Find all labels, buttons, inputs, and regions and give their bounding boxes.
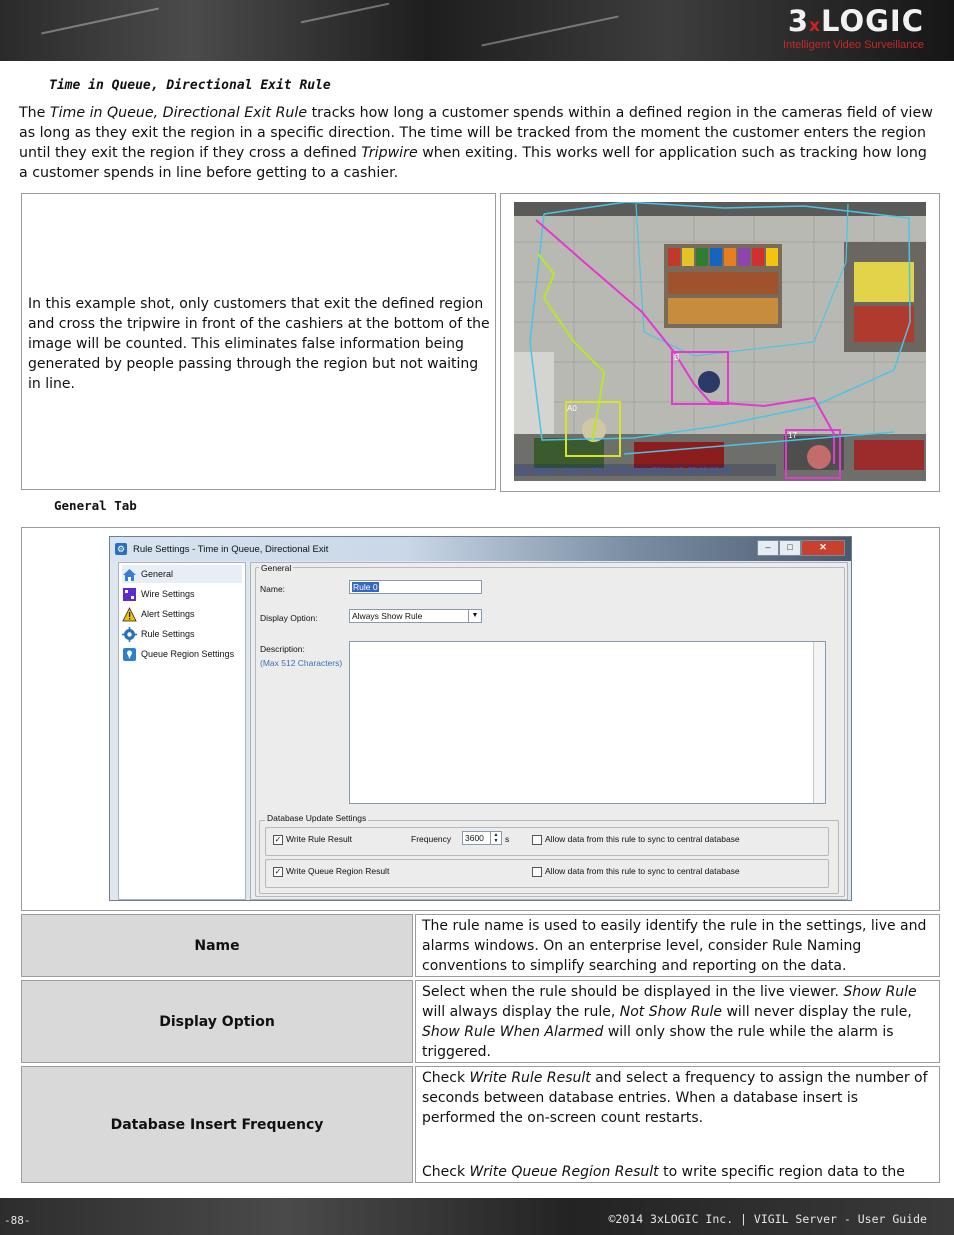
description-label: Description:: [260, 644, 305, 654]
example-image-box: [500, 193, 940, 492]
description-textarea[interactable]: [349, 641, 826, 804]
db-settings-group-label: Database Update Settings: [267, 813, 367, 823]
stepper-arrows-icon[interactable]: ▲ ▼: [490, 832, 501, 844]
name-label: Name:: [260, 584, 286, 594]
brand-logo: 3xLOGIC: [787, 4, 924, 38]
allow-sync-label-1: Allow data from this rule to sync to central database: [545, 834, 740, 844]
window-titlebar: [110, 537, 851, 561]
write-queue-result-label: Write Queue Region Result: [286, 866, 390, 876]
example-text-box: [21, 193, 496, 490]
nav-item-general[interactable]: [122, 565, 242, 583]
display-option-label: Display Option:: [260, 613, 318, 623]
intro-paragraph: The Time in Queue, Directional Exit Rule tracks how long a customer spends within a defined region in the cameras field of view as long as they exit the region in a specific direction. The time will be tracked from the moment the customer enters the region until they exit the region if they cross a defined Tripwire when exiting. This works well for application such as tracking how long a customer spends in line before getting to a cashier.: [19, 105, 933, 181]
page-footer: [0, 1198, 954, 1235]
desc-display-option: Select when the rule should be displayed in the live viewer. Show Rule will always display the rule, Not Show Rule will never display the rule, Show Rule When Alarmed will only show the rule while the alarm is triggered.: [415, 980, 940, 1063]
brand-tagline: Intelligent Video Surveillance: [782, 39, 924, 51]
write-rule-result-label: Write Rule Result: [286, 834, 352, 844]
header-decoration: [481, 15, 618, 46]
definition-row-db-frequency: [21, 1066, 940, 1183]
write-rule-result-checkbox[interactable]: ✓: [274, 835, 282, 844]
nav-item-queue-region-settings[interactable]: [122, 645, 242, 663]
term-display-option: Display Option: [21, 980, 413, 1063]
name-input[interactable]: Rule 0: [349, 580, 482, 594]
frequency-label: Frequency: [411, 834, 452, 844]
nav-item-wire-settings[interactable]: [122, 585, 242, 603]
header-decoration: [41, 8, 159, 35]
window-title: Rule Settings - Time in Queue, Directional Exit: [133, 544, 329, 555]
allow-sync-checkbox-1[interactable]: [532, 835, 542, 845]
nav-label: Wire Settings: [141, 589, 195, 599]
maximize-button[interactable]: □: [779, 540, 801, 556]
nav-item-alert-settings[interactable]: [122, 605, 242, 623]
nav-label: General: [141, 569, 174, 579]
desc-name: The rule name is used to easily identify the rule in the settings, live and alarms windows. On an enterprise level, consider Rule Naming conventions to simplify searching and reporting on the data.: [415, 914, 940, 977]
desc-db-para-2: Check Write Queue Region Result to write specific region data to the: [422, 1164, 905, 1180]
description-scrollbar[interactable]: [813, 642, 825, 803]
display-option-select[interactable]: Always Show Rule ▼: [349, 609, 482, 623]
example-description: In this example shot, only customers that exit the defined region and cross the tripwire in front of the cashiers at the bottom of the image will be counted. This eliminates false information being generated by people passing through the region but not waiting in line.: [28, 296, 490, 392]
home-icon: [122, 567, 137, 582]
close-button[interactable]: ✕: [801, 540, 845, 556]
frequency-unit: s: [505, 834, 510, 844]
write-queue-result-checkbox[interactable]: ✓: [274, 867, 282, 876]
nav-label: Rule Settings: [141, 629, 195, 639]
definition-row-display-option: [21, 980, 940, 1063]
tag-a0: A0: [567, 404, 577, 413]
settings-panel: [250, 562, 848, 900]
desc-db-para-1: Check Write Rule Result and select a frequency to assign the number of seconds between database entries. When a database insert is performed the on-screen count restarts.: [422, 1070, 928, 1126]
desc-db-frequency: [415, 1066, 940, 1183]
footer-copyright: ©2014 3xLOGIC Inc. | VIGIL Server - User Guide: [608, 1212, 927, 1226]
rule-settings-window: [109, 536, 852, 901]
section-title: Time in Queue, Directional Exit Rule: [49, 78, 331, 93]
gear-icon: [122, 627, 137, 642]
general-group-label: General: [261, 563, 292, 573]
warning-icon: [122, 607, 137, 622]
map-pin-icon: [122, 647, 137, 662]
page-number: -88-: [4, 1214, 31, 1227]
allow-sync-label-2: Allow data from this rule to sync to central database: [545, 866, 740, 876]
nav-item-rule-settings[interactable]: [122, 625, 242, 643]
app-gear-icon: ⚙: [116, 544, 126, 554]
minimize-button[interactable]: –: [757, 540, 779, 556]
term-name: Name: [21, 914, 413, 977]
term-db-frequency: Database Insert Frequency: [21, 1066, 413, 1183]
page-header: [0, 0, 954, 61]
nav-label: Alert Settings: [141, 609, 195, 619]
settings-nav: [118, 562, 246, 900]
allow-sync-checkbox-2[interactable]: [532, 867, 542, 877]
tag-b: B: [674, 353, 680, 362]
chevron-down-icon: ▼: [468, 610, 481, 622]
window-controls: [757, 540, 845, 556]
tag-17: 17: [788, 431, 797, 440]
header-decoration: [301, 3, 389, 24]
frequency-stepper[interactable]: 3600 ▲ ▼: [462, 831, 502, 845]
definition-row-name: [21, 914, 940, 977]
wire-icon: [122, 587, 137, 602]
description-hint: (Max 512 Characters): [260, 658, 343, 668]
camera-view-image: [514, 202, 926, 481]
tab-caption: General Tab: [54, 498, 137, 513]
nav-label: Queue Region Settings: [141, 649, 235, 659]
overlay-caption: [1] Tripwire : Active | Hit 16 | Hit since 2014_12_05 00:00:00: [518, 466, 730, 475]
